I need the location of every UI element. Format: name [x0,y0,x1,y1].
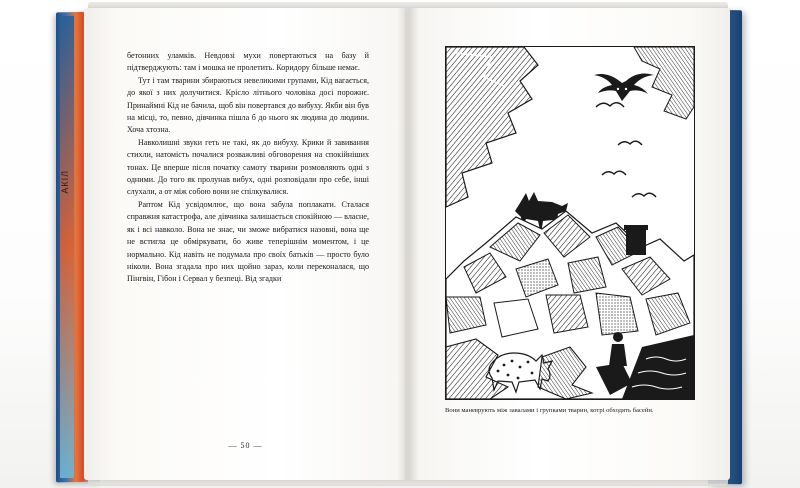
illustration-caption: Вони маневрують між завалами і групками тварин, котрі обходять басейн. [445,407,654,414]
paragraph: Раптом Кід усвідомлює, що вона забула поплакати. Сталася справжня катастрофа, але дівчинка залишається спокійною — власне, як і всі навколо. Вона не знає, чи зможе вибратися назовні, вона ще не встигла це обміркувати, бо живе теперішнім моментом, і це нормально. Кід навіть не подумала про своїх батьків — просто було ніколи. Вона згадала про них щойно зараз, коли переконалася, що Пінгвін, Гібон і Сервал у безпеці. Від згадки [127,199,369,284]
left-page [84,8,407,480]
paragraph: Тут і там тварини збираються невеликими групами, Кід вагається, до якої з них долучитися. Крісло літнього чоловіка досі порожнє. Принаймні Кід не бачила, щоб він повертався до вибуху. Якби він був на місці, то, певно, дівчинка пішла б до нього як людина до людини. Хоча хтозна. [127,75,369,135]
illustration-frame [445,46,695,400]
right-page [407,8,730,480]
paragraph: Навколишні звуки геть не такі, як до вибуху. Крики й завивання стихли, натомість почалися розважливі обговорення на спокійніших тонах. Це вперше після початку самоту тварини розмовляють одні з одними. До того як пролунав вибух, одні розповідали про себе, інші слухали, а от між собою вони не спілкувалися. [127,137,369,197]
left-page-body-text [127,50,369,286]
page-number: — 50 — [228,441,263,450]
trash-bin-icon [624,225,648,255]
book-cover-left-inner-edge [60,16,74,478]
open-book-pages [84,8,730,480]
spine-label: АКІЛ [60,170,70,194]
rocky-ruins-illustration [446,47,694,399]
paragraph: бетонних уламків. Невдовзі мухи повертаються на базу й підтверджують: там і мошка не пролетить. Коридору більше немає. [127,51,369,73]
